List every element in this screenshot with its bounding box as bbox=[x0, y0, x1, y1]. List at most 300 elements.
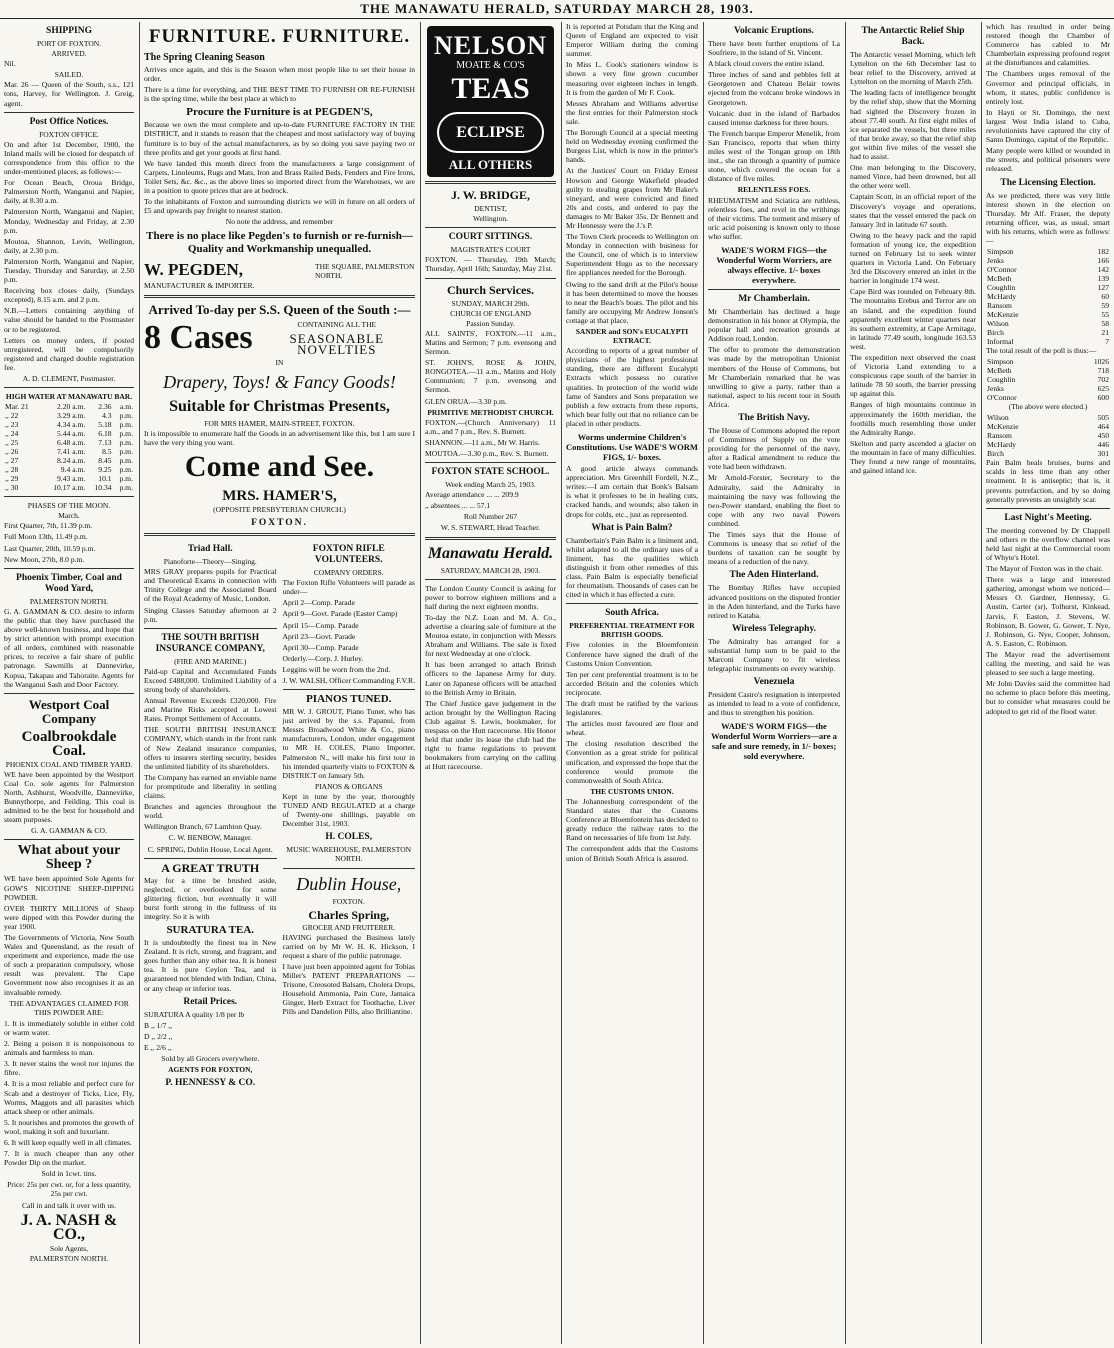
truth-heading: A GREAT TRUTH bbox=[161, 860, 260, 875]
furniture-text: Arrives once again, and this is the Season when most people like to set their house in order. bbox=[144, 65, 415, 84]
procure-heading: Procure the Furniture is at PEGDEN'S, bbox=[186, 106, 373, 119]
sheep-list bbox=[4, 1019, 134, 1167]
moon-phase: Full Moon 13th, 11.49 p.m. bbox=[4, 532, 88, 542]
antarctic-text: Ranges of high mountains continue in approximately the 160th meridian, the foothills much resembling those under the Admiralty Range. bbox=[850, 400, 976, 437]
for-mrs-hamer: FOR MRS HAMER, MAIN-STREET, FOXTON. bbox=[204, 418, 355, 428]
tide-row-cell: p.m. bbox=[119, 474, 133, 484]
tide-row bbox=[4, 474, 134, 483]
antarctic-heading: The Antarctic Relief Ship Back. bbox=[861, 26, 965, 47]
tide-heading: HIGH WATER AT MANAWATU BAR. bbox=[5, 392, 133, 402]
preferential-text: The closing resolution described the Convention as a great stride for political unification, and expressed the hope that the conference would promote the commonwealth of South Africa. bbox=[566, 739, 698, 785]
retail-heading: Retail Prices. bbox=[183, 996, 238, 1007]
phoenix-text: WE have been appointed by the Westport Coal Co. sole agents for Palmerston North, Ashhurst, Woodville, Dannevirke, Bunnythorpe, and Feilding. This coal is admitted to be the best for household and steam purposes. bbox=[4, 769, 134, 825]
volcanic-text: There have been further eruptions of La Soufriere, in the island of St. Vincent. bbox=[708, 39, 840, 58]
dublin-text: I have just been appointed agent for Tobias Miller's PATENT PREPARATIONS — Trisone, Creosoted Balsam, Cholera Drops, Household Ammonia, Pain Cure, Jamaica Ginger, Herb Extract for Toothache, Liver Pills and Dandelion Pills, also Brilliantine. bbox=[282, 961, 415, 1017]
furniture-heading: FURNITURE. FURNITURE. bbox=[148, 26, 411, 47]
vote-row-cell: Wilson bbox=[987, 319, 1009, 329]
tide-row-cell: ,, 28 bbox=[5, 465, 19, 475]
sander-heading: SANDER and SON's EUCALYPTI EXTRACT. bbox=[575, 327, 689, 346]
tide-row-cell: 8.24 a.m. bbox=[57, 456, 86, 466]
phoenix-sub: PHOENIX COAL AND TIMBER YARD. bbox=[5, 759, 133, 769]
elected-note: (The above were elected.) bbox=[1008, 402, 1088, 412]
pegden-sub: MANUFACTURER & IMPORTER. bbox=[144, 281, 255, 291]
insurance-text: THE SOUTH BRITISH INSURANCE COMPANY, which stands in the front rank of New Zealand insurance companies, offers to insurers sterling security, besides the unlimited liability of its shareholders. bbox=[144, 725, 277, 771]
sheep-advantage: 1. It is immediately soluble in either cold or warm water. bbox=[4, 1018, 134, 1037]
vote-row-cell: Birch bbox=[987, 328, 1004, 338]
post-office-heading: Post Office Notices. bbox=[29, 116, 109, 127]
tide-row-cell: 10.34 bbox=[94, 483, 112, 493]
furniture-text: No note the address, and remember bbox=[225, 217, 334, 227]
sheep-advantage: 2. Being a poison it is nonpoisonous to animals and harmless to man. bbox=[4, 1039, 134, 1058]
tide-row-cell: 9.43 a.m. bbox=[57, 474, 86, 484]
vote-row bbox=[986, 422, 1110, 431]
retail-price: B ,, 1/7 ,, bbox=[144, 1020, 173, 1030]
column-2 bbox=[140, 22, 419, 1344]
vote-row bbox=[986, 375, 1110, 384]
insurance-text: The Company has earned an enviable name for promptitude and liberality in settling claims. bbox=[144, 772, 277, 801]
antarctic-text: The leading facts of intelligence brought by the relief ship, show that the Morning had sighted the Discovery frozen in about 77.40 south. At first eight miles of ice separated the vessels, but three miles of that broke away, so that the relief ship got within five miles of the vessel she had to assist. bbox=[850, 88, 976, 162]
vote-row-cell: 464 bbox=[1097, 422, 1109, 432]
hennessy-name: P. HENNESSY & CO. bbox=[165, 1078, 256, 1089]
navy-text: The Times says that the House of Commons is uneasy that so relief of the burdens of taxation can be sought by means of a reduction of the navy. bbox=[708, 530, 840, 567]
tide-row-cell: 9.4 a.m. bbox=[60, 465, 86, 475]
tide-row-cell: a.m. bbox=[119, 402, 133, 412]
tide-row-cell: p.m. bbox=[119, 411, 133, 421]
licensing-text: As we predicted, there was very little interest shown in the election on Thursday. Mr Alf. Fraser, the deputy returning officer, was, as usual, smart with his returns, which were as follows:— bbox=[986, 190, 1110, 245]
relentless-text: RHEUMATISM and Sciatica are ruthless, relentless foes, and revel in the writhings of their victims. The torment and misery of uric acid poisoning is known only to those who suffer. bbox=[708, 195, 840, 241]
vote-row-cell: McBeth bbox=[987, 366, 1012, 376]
column-7 bbox=[982, 22, 1114, 1344]
last-night-text: The Mayor of Foxton was in the chair. bbox=[986, 564, 1103, 574]
vote-row bbox=[986, 256, 1110, 265]
vote-row-cell: Ransom bbox=[987, 301, 1012, 311]
westport-heading: Westport Coal Company bbox=[28, 696, 110, 726]
pain-balm-text: Chamberlain's Pain Balm is a liniment and, whilst adapted to all the ordinary uses of a liniment, has the qualities which distinguish it from other remedies of this class. Pain Balm is especially beneficial for rheumatism. Thousands of cases can be cited in which it has effected a cure. bbox=[566, 535, 698, 600]
vote-row-cell: Jenks bbox=[987, 384, 1004, 394]
total-heading: The total result of the poll is thus:— bbox=[986, 346, 1097, 356]
vote-row-cell: 182 bbox=[1097, 247, 1109, 257]
tide-row-cell: p.m. bbox=[119, 420, 133, 430]
post-office-text: Receiving box closes daily, (Sundays excepted), 8.15 a.m. and 2 p.m. bbox=[4, 286, 134, 305]
last-night-text: Mr John Davies said the committee had no scheme to place before this meeting, but to consider what measures could be adopted to get rid of the flood water. bbox=[986, 679, 1110, 716]
vote-row bbox=[986, 384, 1110, 393]
moon-phase: First Quarter, 7th, 11.39 p.m. bbox=[4, 521, 93, 531]
sheep-sold: Sold in 1cwt. tins. bbox=[41, 1169, 97, 1179]
licensing-heading: The Licensing Election. bbox=[1000, 177, 1096, 188]
retail-price: E ,, 2/6 ,, bbox=[144, 1042, 172, 1052]
truth-text: May for a time be brushed aside, neglected, or overlooked for some glittering fiction, but eventually it will burst forth strong in the fullness of its integrity. So it is with bbox=[144, 875, 277, 921]
sold-everywhere: Sold by all Grocers everywhere. bbox=[161, 1054, 260, 1063]
suitable-heading: Suitable for Christmas Presents, bbox=[169, 397, 390, 415]
customs-text: The Johannesburg correspondent of the Standard states that the Customs Conference at Bloemfontein has decided to greatly reduce the railway rates to the Rand on necessaries of life from 1st July. bbox=[566, 796, 698, 843]
vote-row-cell: McKenzie bbox=[987, 422, 1019, 432]
insurance-heading: THE SOUTH BRITISH INSURANCE COMPANY, bbox=[155, 632, 265, 654]
suratura-text: It is undoubtedly the finest tea in New Zealand. It is rich, strong, and fragrant, and goes further than any other tea. It is honest tea. It is pure Ceylon Tea, and is guaranteed not blended with Indian, China, or any cheap or inferior teas. bbox=[144, 938, 277, 993]
tide-row bbox=[4, 456, 134, 465]
pianos-text: Kept in tune by the year, thoroughly TUNED AND REGULATED at a charge of Twenty-one shillings, payable on December 31st, 1903. bbox=[282, 791, 415, 829]
news-text: The Borough Council at a special meeting held on Wednesday evening confirmed the Burgess List, which is now in the printer's hands. bbox=[566, 128, 698, 165]
tide-row bbox=[4, 447, 134, 456]
votes-elected-table bbox=[986, 357, 1110, 402]
vote-row bbox=[986, 319, 1110, 328]
vote-row-cell: 142 bbox=[1097, 265, 1109, 275]
vote-row-cell: 702 bbox=[1097, 375, 1109, 385]
vote-row bbox=[986, 337, 1110, 346]
vote-row-cell: McHardy bbox=[987, 292, 1017, 302]
vote-row-cell: 60 bbox=[1101, 292, 1109, 302]
vote-row-cell: O'Connor bbox=[987, 265, 1017, 275]
all-others-label: ALL OTHERS bbox=[448, 157, 533, 173]
column-4 bbox=[562, 22, 702, 1344]
parade-item: April 30—Comp. Parade bbox=[282, 642, 359, 652]
insurance-text: Annual Revenue Exceeds £320,000. Fire and Marine Risks accepted at Lowest Rates. Prompt Settlement of Accounts. bbox=[144, 696, 277, 724]
herald-title: Manawatu Herald. bbox=[427, 544, 554, 562]
church-text: GLEN ORUA.—3.30 p.m. bbox=[425, 396, 507, 406]
vote-row-cell: 600 bbox=[1097, 393, 1109, 403]
tide-row-cell: ,, 24 bbox=[5, 429, 19, 439]
volunteers-orderly: Orderly.—Corp. J. Hurley. bbox=[282, 653, 364, 663]
tide-row-cell: 2.36 bbox=[98, 402, 112, 412]
column-5 bbox=[704, 22, 844, 1344]
pegden-address: THE SQUARE, PALMERSTON NORTH. bbox=[315, 262, 415, 281]
school-heading: FOXTON STATE SCHOOL. bbox=[431, 467, 550, 478]
news-text: In Hayti or St. Domingo, the next largest West India island to Cuba, revolutionists have captured the city of Santo Domingo, capital of the Republic. bbox=[986, 107, 1110, 145]
post-office-text: Palmerston North, Wanganui and Napier, Monday, Wednesday and Friday, at 2.30 p.m. bbox=[4, 207, 134, 235]
vote-row bbox=[986, 301, 1110, 310]
sheep-text: WE have been appointed Sole Agents for GOW'S NICOTINE SHEEP-DIPPING POWDER. bbox=[4, 874, 134, 902]
grocer-label: GROCER AND FRUITERER. bbox=[302, 922, 396, 932]
antarctic-text: Captain Scott, in an official report of the Discovery's voyage and operations, states that the vessel entered the pack on January 3rd in latitude 67 south. bbox=[850, 192, 976, 229]
shipping-heading: SHIPPING bbox=[46, 26, 92, 36]
post-office-text: Letters on money orders, if posted unregistered, will be compulsorily registered and charged double registration fee. bbox=[4, 335, 134, 372]
tide-row-cell: 3.29 a.m. bbox=[57, 411, 86, 421]
in-label: IN bbox=[275, 357, 284, 367]
south-africa-heading: South Africa. bbox=[605, 608, 659, 619]
preferential-text: Ten per cent preferential treatment is to be accorded Britain and the colonies which reciprocate. bbox=[566, 669, 698, 697]
vote-row-cell: 450 bbox=[1097, 431, 1109, 441]
moon-heading: PHASES OF THE MOON. bbox=[27, 501, 111, 511]
tide-row bbox=[4, 411, 134, 420]
vote-row bbox=[986, 274, 1110, 283]
sander-text: According to reports of a great number of physicians of the highest professional standing, there are different Eucalypti Extracts which possess no curative qualities. In protection of the world wide fame of Sanders and Sons preparation we publish a few extracts from these reports, which bear fully out that no reliance can be placed in other products. bbox=[566, 346, 698, 428]
postmaster-signature: A. D. CLEMENT, Postmaster. bbox=[22, 374, 116, 383]
tide-row-cell: 4.3 bbox=[102, 411, 112, 421]
vote-row-cell: 139 bbox=[1097, 274, 1109, 284]
masthead: THE MANAWATU HERALD, SATURDAY MARCH 28, 1903. bbox=[0, 0, 1114, 19]
coal-yard-text: G. A. GAMMAN & CO. desire to inform the public that they have purchased the above well-known business, and hope that by strict attention with prompt execution of all orders, combined with reasonable prices, to receive a fair share of public patronage. Sawmills at Dannevirke, Kopua, Takapau and Tahoraite. Agents for the Wanganui Sash and Door Factory. bbox=[4, 606, 134, 689]
triad-sub: Pianoforte—Theory—Singing. bbox=[163, 557, 257, 567]
school-avg: Average attendance ... ... 209.9 bbox=[425, 490, 519, 500]
triad-heading: Triad Hall. bbox=[187, 544, 233, 555]
news-text: In Miss L. Cook's stationers window is shown a very fine grown cucumber measuring over eighteen inches in length. It is from the garden of Mr F. Cook. bbox=[566, 60, 698, 97]
vote-row-cell: McBeth bbox=[987, 274, 1012, 284]
tide-row bbox=[4, 429, 134, 438]
vote-row bbox=[986, 440, 1110, 449]
court-sub: MAGISTRATE'S COURT bbox=[450, 245, 531, 255]
tide-row-cell: 10.17 a.m. bbox=[53, 483, 86, 493]
nash-heading: J. A. NASH & CO., bbox=[20, 1211, 118, 1243]
tide-row bbox=[4, 402, 134, 411]
tide-row-cell: 4.34 a.m. bbox=[57, 420, 86, 430]
spring-heading: The Spring Cleaning Season bbox=[144, 52, 265, 63]
vote-row bbox=[986, 449, 1110, 458]
relentless-heading: RELENTLESS FOES. bbox=[737, 185, 811, 195]
aden-heading: The Aden Hinterland. bbox=[729, 570, 819, 581]
volcanic-text: The French barque Emperor Menelik, from San Francisco, reports that when thirty miles west of the Tongan group on 18th inst., she ran through a quantity of pumice stone, which covered the ocean for a distance of five miles. bbox=[708, 128, 840, 184]
cases-heading: 8 Cases bbox=[144, 318, 253, 356]
post-office-text: Palmerston North, Wanganui and Napier, Tuesday, Thursday and Saturday, at 2.50 p.m. bbox=[4, 256, 134, 285]
vote-row-cell: 1026 bbox=[1093, 357, 1109, 367]
antarctic-text: The expedition next observed the coast of Victoria Land extending to a conspicuous cape south of the barrier in latitude 78 50 south, the barrier pressing up against this. bbox=[850, 353, 976, 399]
volunteers-text: Leggins will be worn from the 2nd. bbox=[282, 664, 391, 674]
vote-row bbox=[986, 247, 1110, 256]
sailed-label: SAILED. bbox=[54, 70, 84, 80]
tide-table bbox=[4, 402, 134, 492]
tide-row-cell: p.m. bbox=[119, 456, 133, 466]
column-6 bbox=[846, 22, 980, 1344]
pegden-name: W. PEGDEN, bbox=[144, 260, 244, 280]
sheep-call: Call in and talk it over with us. bbox=[21, 1200, 117, 1210]
church-text: ALL SAINTS', FOXTON.—11 a.m., Matins and Sermon; 7 p.m. evensong and Sermon. bbox=[425, 328, 556, 357]
pain-balm-heading: What is Pain Balm? bbox=[591, 522, 673, 533]
sheep-price: Price: 25s per cwt. or, for a less quantity, 25s per cwt. bbox=[7, 1180, 131, 1199]
parade-item: April 9—Govt. Parade (Easter Camp) bbox=[282, 609, 398, 619]
vote-row-cell: 127 bbox=[1097, 283, 1109, 293]
tide-row bbox=[4, 483, 134, 492]
sheep-advantage: 6. It will keep equally well in all climates. bbox=[4, 1137, 132, 1147]
volunteers-parades bbox=[283, 598, 416, 651]
moon-phases bbox=[4, 521, 134, 563]
herald-text: The Chief Justice gave judgement in the action brought by the Wellington Racing Club against S. Lewis, bookmaker, for trespass on the Hutt racecourse. His Honor held that under its lease the club had the right to frame regulations to prevent bookmakers from carrying on the calling at Hutt racecourse. bbox=[425, 698, 556, 772]
preferential-text: The draft must be ratified by the various legislatures. bbox=[566, 699, 698, 718]
moon-phase: Last Quarter, 20th, 10.59 p.m. bbox=[4, 543, 96, 553]
post-office-text: Moutoa, Shannon, Levin, Wellington, daily, at 2.30 p.m. bbox=[4, 236, 134, 255]
nash-sub: Sole Agents, bbox=[50, 1243, 88, 1253]
vote-row-cell: 718 bbox=[1097, 366, 1109, 376]
volunteers-sub: COMPANY ORDERS. bbox=[313, 568, 384, 578]
antarctic-text: One man belonging to the Discovery, named Vince, had been drowned, but all the other were well. bbox=[850, 163, 976, 191]
tide-row-cell: 9.25 bbox=[98, 465, 112, 475]
school-signature: W. S. STEWART, Head Teacher. bbox=[440, 523, 541, 533]
navy-heading: The British Navy. bbox=[738, 413, 810, 423]
volunteers-heading: FOXTON RIFLE VOLUNTEERS. bbox=[312, 544, 385, 566]
tide-row-cell: 10.1 bbox=[98, 474, 112, 484]
chamberlain-text: The offer to promote the demonstration was made by the metropolitan Unionist members of the House of Commons, but Mr Chamberlain remarked that he was unwilling to give a party, rather than a national, aspect to his recent tour in South Africa. bbox=[708, 345, 840, 409]
court-text: FOXTON. — Thursday, 19th March; Thursday, April 16th; Saturday, May 21st. bbox=[425, 255, 556, 274]
worms-heading: Worms undermine Children's Constitutions. Use WADE'S WORM FIGS, 1/- boxes. bbox=[566, 432, 698, 463]
furniture-text: Because we own the most complete and up-to-date FURNITURE FACTORY IN THE DISTRICT, and it stands to reason that the cheapest and most satisfactory way of buying furniture is to buy of the actual manufacturers, as by so doing you save paying two or three profits and get your goods at first hand. bbox=[144, 120, 415, 157]
news-text: which has resulted in order being restored though the Chamber of Commerce has cabled to Mr Chamberlain expressing profound regret at the disturbances and calamities. bbox=[986, 22, 1110, 68]
preferential-heading: PREFERENTIAL TREATMENT FOR BRITISH GOODS. bbox=[569, 621, 695, 640]
insurance-agent: C. SPRING, Dublin House, Local Agent. bbox=[147, 844, 273, 854]
last-night-text: There was a large and interested gathering, amongst whom we noticed—Messrs O. Gardner, Hennessy, G. Austin, Carter (sr), Tolhurst, Kinkead, Jarvis, F. Easton, J. Stevens, W. Robinson, B. Gower, G. Gower, T. Nye, J. Robinson, G. Nye, Cooper, Johnson, A. S. Easton, C. Robinson. bbox=[986, 575, 1110, 648]
vote-row-cell: 58 bbox=[1101, 319, 1109, 329]
vote-row bbox=[986, 283, 1110, 292]
church-passion: Passion Sunday. bbox=[466, 318, 515, 328]
news-text: Messrs Abraham and Williams advertise the first entries for their Palmerston stock sale. bbox=[566, 98, 698, 126]
vote-row-cell: 625 bbox=[1097, 384, 1109, 394]
furniture-text: We have landed this month direct from the manufacturers a large consignment of Carpets, Linoleums, Rugs and Mats, Iron and Brass Railed Beds, Fenders and Fire Irons, Toilet Sets, &c. &c., as the above lines so imported direct from the Warehouses, we are in a position to quote prices that are at bedrock. bbox=[144, 158, 415, 196]
votes-other-table bbox=[986, 413, 1110, 458]
retail-price: SURATURA A quality 1/8 per lb bbox=[144, 1009, 245, 1019]
pmc-text: FOXTON.—(Church Anniversary) 11 a.m., and 7 p.m., Rev. S. Burnett. bbox=[425, 417, 556, 436]
antarctic-text: Owing to the heavy pack and the rapid formation of young ice, the expedition turned on February 1st to seek winter quarters in Victoria Land. On February 3rd the Discovery entered an inlet in the barrier in longitude 174 west. bbox=[850, 230, 976, 286]
insurance-text: Wellington Branch, 67 Lambton Quay. bbox=[144, 822, 262, 832]
triad-text: Singing Classes Saturday afternoon at 2 p.m. bbox=[144, 605, 277, 624]
news-text: The Chambers urges removal of the Governor and principal officials, in whom, it states, public confidence is entirely lost. bbox=[986, 69, 1110, 106]
pmc-text: SHANNON.—11 a.m., Mr W. Harris. bbox=[425, 437, 540, 447]
hamer-name: MRS. HAMER'S, bbox=[222, 487, 337, 504]
vote-row bbox=[986, 393, 1110, 402]
tide-row-cell: ,, 22 bbox=[5, 411, 19, 421]
news-text: The Town Clerk proceeds to Wellington on Monday in connection with business for the Council, one of which is to interview Superintendent Hugo as to the necessary fire appliances needed for the Borough. bbox=[566, 232, 698, 278]
agents-label: AGENTS FOR FOXTON, bbox=[168, 1065, 253, 1075]
school-abs: ,, absentees ... ... 57.1 bbox=[425, 501, 491, 511]
nash-location: PALMERSTON NORTH. bbox=[29, 1253, 109, 1263]
tide-row-cell: p.m. bbox=[119, 483, 133, 493]
eclipse-label: ECLIPSE bbox=[437, 112, 544, 153]
volcanic-heading: Volcanic Eruptions. bbox=[734, 26, 814, 36]
vote-row-cell: Informal bbox=[987, 337, 1014, 347]
coal-yard-sub: PALMERSTON NORTH. bbox=[29, 596, 109, 606]
school-sub: Week ending March 25, 1903. bbox=[445, 480, 536, 490]
vote-row bbox=[986, 431, 1110, 440]
vote-row-cell: Simpson bbox=[987, 247, 1014, 257]
phoenix-signature: G. A. GAMMAN & CO. bbox=[31, 826, 107, 836]
post-office-text: N.B.—Letters containing anything of value should be handed to the Postmaster or to be registered. bbox=[4, 306, 134, 334]
last-night-text: The meeting convened by Dr Chappell and others re the overflow channel was held last night at the Commercial room of Whyte's Hotel. bbox=[986, 525, 1110, 562]
tide-row-cell: 5.44 a.m. bbox=[57, 429, 86, 439]
vote-row bbox=[986, 366, 1110, 375]
pmc-heading: PRIMITIVE METHODIST CHURCH. bbox=[427, 407, 554, 417]
tide-row-cell: 5.18 bbox=[98, 420, 112, 430]
news-text: It is reported at Potsdam that the King and Queen of England are expected to visit Emperor William during the coming summer. bbox=[566, 22, 698, 59]
tide-row-cell: 6.48 a.m. bbox=[57, 438, 86, 448]
vote-row-cell: 446 bbox=[1097, 440, 1109, 450]
sheep-advantage: 7. It is much cheaper than any other Powder Dip on the market. bbox=[4, 1149, 134, 1168]
last-night-heading: Last Night's Meeting. bbox=[1004, 512, 1092, 523]
preferential-text: Five colonies in the Bloemfontein Conference have signed the draft of the Customs Union Convention. bbox=[566, 640, 698, 668]
tide-row-cell: 8.5 bbox=[102, 447, 112, 457]
wireless-text: The Admiralty has arranged for a substantial lump sum to be paid to the Marconi Company to fit wireless telegraphic instruments on every warship. bbox=[708, 636, 840, 674]
moate-label: MOATE & CO'S bbox=[456, 60, 525, 71]
sheep-text: The Governments of Victoria, New South Wales and Queensland, as the result of experiment and experience, made the use of such a preparation compulsory, whose result was prevalent. The Cape Government now also recognises it as an invaluable remedy. bbox=[4, 933, 134, 997]
retail-price: D ,, 2/2 ,, bbox=[144, 1031, 173, 1041]
tide-row-cell: p.m. bbox=[119, 447, 133, 457]
pianos-text: MR W. J. GROUT, Piano Tuner, who has just arrived by the s.s. Papanui, from Messrs Broadwood White & Co., piano manufacturers, London, under engagement to MR H. COLES, Piano Importer, Palmerston N., will make his first tour in his intended quarterly visits to FOXTON & DISTRICT on January 5th. bbox=[282, 707, 415, 780]
come-and-see: Come and See. bbox=[184, 449, 375, 483]
vote-row-cell: 55 bbox=[1101, 310, 1109, 320]
church-text: ST. JOHN'S, ROSE & JOHN, RONGOTEA.—11 a.m., Matins and Holy Communion; 7 p.m. evensong and Sermon. bbox=[425, 358, 556, 395]
moon-phase: New Moon, 27th, 8.0 p.m. bbox=[4, 554, 85, 564]
volcanic-text: Three inches of sand and pebbles fell at Georgetown and Chateau Belair towns ejected from the volcano broke windows in Georgetown. bbox=[708, 70, 840, 107]
chamberlain-heading: Mr Chamberlain. bbox=[738, 293, 810, 304]
tide-row-cell: p.m. bbox=[119, 429, 133, 439]
opposite-church: (OPPOSITE PRESBYTERIAN CHURCH.) bbox=[213, 504, 346, 514]
parade-item: April 2—Comp. Parade bbox=[282, 598, 355, 608]
post-office-text: For Ocean Beach, Oroua Bridge, Palmerston North, Wanganui and Napier, daily, at 8.30 a.m. bbox=[4, 178, 134, 206]
vote-row-cell: McKenzie bbox=[987, 310, 1019, 320]
foxton-label: FOXTON. bbox=[251, 518, 308, 529]
vote-row bbox=[986, 265, 1110, 274]
sheep-advantage: 4. It is a most reliable and perfect cure for Scab and a destroyer of Ticks, Lice, Fly, Worms, Maggots and all parasites which attack sheep or other animals. bbox=[4, 1079, 134, 1116]
furniture-text: To the inhabitants of Foxton and surrounding districts we will in future on all orders of £5 and upwards pay freight to nearest station. bbox=[144, 197, 415, 216]
sheep-advantages: THE ADVANTAGES CLAIMED FOR THIS POWDER ARE: bbox=[9, 998, 129, 1017]
vote-row-cell: Simpson bbox=[987, 357, 1014, 367]
customs-text: The correspondent adds that the Customs union of British South Africa is assured. bbox=[566, 844, 698, 863]
pianos-organs: PIANOS & ORGANS bbox=[314, 781, 383, 791]
vote-row-cell: 301 bbox=[1097, 449, 1109, 459]
vote-row-cell: Ransom bbox=[987, 431, 1012, 441]
votes-table bbox=[986, 247, 1110, 346]
post-office-sub: FOXTON OFFICE. bbox=[39, 129, 99, 139]
herald-text: The London County Council is asking for power to borrow eighteen millions and a half during the next eighteen months. bbox=[425, 583, 556, 611]
arrived-label: ARRIVED. bbox=[51, 49, 87, 59]
vote-row-cell: 59 bbox=[1101, 301, 1109, 311]
volunteers-signature: J. W. WALSH, Officer Commanding F.V.R. bbox=[282, 676, 415, 685]
wireless-heading: Wireless Telegraphy. bbox=[731, 623, 817, 634]
worms-text: A good article always commands appreciation. Mrs Greenhill Fordell, N.Z., writes:—I am certain that Bonk's Balsam is what it professes to be in healing cuts, cracked hands, and wounds; also taken in drops for colds, etc., just as represented. bbox=[566, 464, 698, 519]
nelson-tea-advert bbox=[427, 26, 554, 177]
suratura-heading: SURATURA TEA. bbox=[166, 924, 255, 937]
last-night-text: The Mayor read the advertisement calling the meeting, and said he was pleased to see such a large meeting. bbox=[986, 649, 1110, 678]
herald-text: It has been arranged to attach British officers to the Japanese Army for duty. Later on Japanese officers will be attached to the British Army in Britain. bbox=[425, 660, 556, 697]
vote-row-cell: 166 bbox=[1097, 256, 1109, 266]
insurance-text: Branches and agencies throughout the world. bbox=[144, 802, 277, 821]
sheep-heading: What about your Sheep ? bbox=[17, 843, 121, 873]
tide-row-cell: 6.18 bbox=[98, 429, 112, 439]
bridge-sub: DENTIST, bbox=[474, 204, 507, 214]
tide-row bbox=[4, 420, 134, 429]
wades-heading: WADE'S WORM FIGS—the Wonderful Worm Worriers, are always effective. 1/- boxes everywhere. bbox=[716, 244, 832, 285]
tide-row bbox=[4, 438, 134, 447]
vote-row-cell: Coughlin bbox=[987, 283, 1016, 293]
tide-row-cell: 8.45 bbox=[98, 456, 112, 466]
navy-text: The House of Commons adopted the report of Committees of Supply on the vote providing for the personnel of the navy, after a Radical amendment to reduce the vote had been withdrawn. bbox=[708, 426, 840, 472]
bridge-heading: J. W. BRIDGE, bbox=[450, 188, 531, 203]
tide-row-cell: Mar. 21 bbox=[5, 402, 29, 412]
vote-row-cell: Wilson bbox=[987, 413, 1009, 423]
preferential-text: The articles most favoured are flour and wheat. bbox=[566, 719, 698, 738]
antarctic-text: Skelton and party ascended a glacier on the mountain in face of many difficulties. They found a new range of mountains, and gained inland ice. bbox=[850, 438, 976, 476]
parade-item: April 15—Comp. Parade bbox=[282, 620, 359, 630]
nelson-label: NELSON bbox=[434, 31, 547, 60]
tide-row-cell: 2.20 a.m. bbox=[57, 402, 86, 412]
containing-label: CONTAINING ALL THE bbox=[297, 319, 377, 329]
impossible-text: It is impossible to enumerate half the Goods in an advertisement like this, but I am sure I have the very thing you want. bbox=[144, 428, 415, 447]
tide-row-cell: ,, 30 bbox=[5, 483, 19, 493]
tide-row-cell: ,, 26 bbox=[5, 447, 19, 457]
insurance-sub: (FIRE AND MARINE.) bbox=[174, 656, 247, 666]
volcanic-text: A black cloud covers the entire island. bbox=[708, 59, 825, 69]
vote-row-cell: 7 bbox=[1105, 337, 1109, 347]
sheep-text: OVER THIRTY MILLIONS of Sheep were dipped with this Powder during the year 1900. bbox=[4, 903, 134, 931]
moon-sub: March. bbox=[58, 511, 80, 521]
seasonable-heading: SEASONABLE NOVELTIES bbox=[289, 330, 385, 357]
vote-row bbox=[986, 310, 1110, 319]
pegden-slogan: There is no place like Pegden's to furnish or re-furnish—Quality and Workmanship unequalled. bbox=[146, 230, 413, 256]
arrived-heading: Arrived To-day per S.S. Queen of the South :— bbox=[148, 301, 411, 317]
sheep-advantage: 5. It nourishes and promotes the growth of wool, making it soft and luxuriant. bbox=[4, 1117, 134, 1136]
tide-row bbox=[4, 465, 134, 474]
drapery-heading: Drapery, Toys! & Fancy Goods! bbox=[163, 371, 396, 392]
coles-name: H. COLES, bbox=[325, 832, 373, 843]
tide-row-cell: p.m. bbox=[119, 465, 133, 475]
church-heading: Church Services. bbox=[446, 282, 535, 297]
news-text: At the Justices' Court on Friday Ernest Howson and George Wakefield pleaded guilty to stealing grapes from Mr Baker's vineyard, and were convicted and fined 20s and costs, and ordered to pay the damages to Mr Baker 35s. Dr Bennett and Mr Hennessy were the J.'s P. bbox=[566, 166, 698, 230]
shipping-nil: Nil. bbox=[4, 59, 16, 69]
bridge-location: Wellington. bbox=[472, 214, 509, 224]
